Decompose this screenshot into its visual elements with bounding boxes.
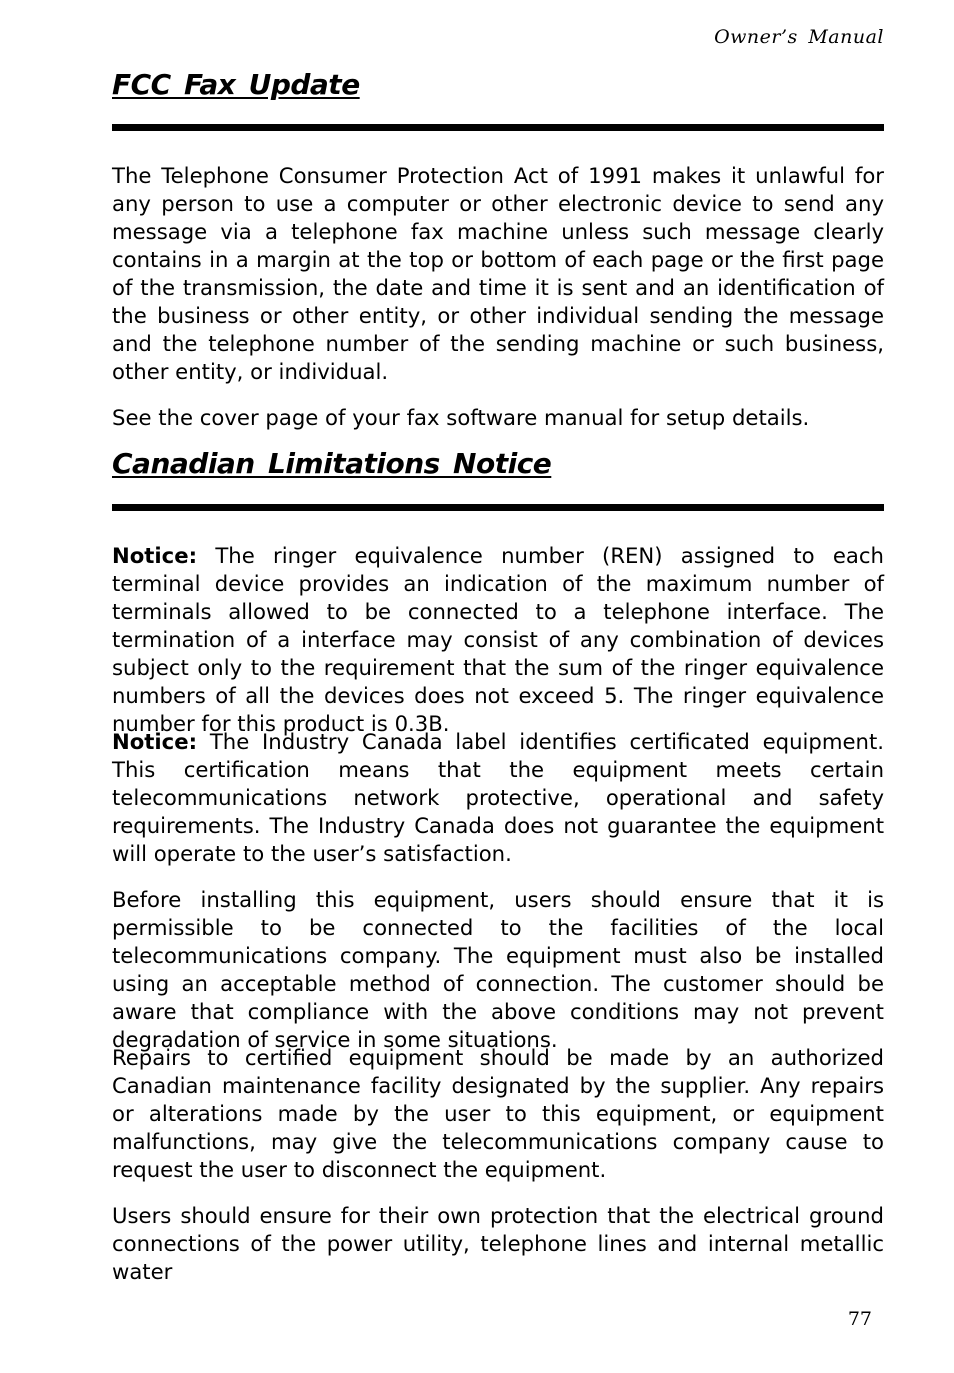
fcc-paragraph-2: See the cover page of your fax software manual for setup details. [112,405,810,430]
notice-paragraph-2 [112,728,884,868]
canadian-section-title: Canadian Limitations Notice [112,447,552,480]
notice-paragraph-1 [112,542,884,738]
canadian-paragraph-repairs: Repairs to certified equipment should be made by an authorized Canadian maintenance facility designated by the supplier. Any repairs or alterations made by the user to this equipment, or equipment malfunctions, may give the telecommunications company cause to request the user to disconnect the equipment. [112,1045,884,1182]
notice-text: The Industry Canada label identifies certificated equipment. This certification means that the equipment meets certain telecommunications network protective, operational and safety requirements. The Industry Canada does not guarantee the equipment will operate to the user’s satisfaction. [112,729,884,866]
fcc-paragraph-1: The Telephone Consumer Protection Act of 1991 makes it unlawful for any person to use a computer or other electronic device to send any message via a telephone fax machine unless such message clearly contains in a margin at the top or bottom of each page or the first page of the transmission, the date and time it is sent and an identification of the business or other entity, or other individual sending the message and the telephone number of the sending machine or such business, other entity, or individual. [112,163,884,384]
running-header: Owner’s Manual [714,26,884,48]
section-divider [112,504,884,511]
notice-text: The ringer equivalence number (REN) assigned to each terminal device provides an indication of the maximum number of terminals allowed to be connected to a telephone interface. The termination of a interface may consist of any combination of devices subject only to the requirement that the sum of the ringer equivalence numbers of all the devices does not exceed 5. The ringer equivalence number for this product is 0.3B. [112,543,884,736]
canadian-paragraph-grounding: Users should ensure for their own protection that the electrical ground connections of the power utility, telephone lines and internal metallic water [112,1203,884,1284]
notice-label: Notice: [112,543,198,568]
section-divider [112,124,884,131]
page-number: 77 [847,1308,872,1330]
canadian-paragraph-installation: Before installing this equipment, users should ensure that it is permissible to be connected to the facilities of the local telecommunications company. The equipment must also be installed using an acceptable method of connection. The customer should be aware that compliance with the above conditions may not prevent degradation of service in some situations. [112,887,884,1052]
fcc-section-title: FCC Fax Update [112,68,360,101]
notice-label: Notice: [112,729,198,754]
